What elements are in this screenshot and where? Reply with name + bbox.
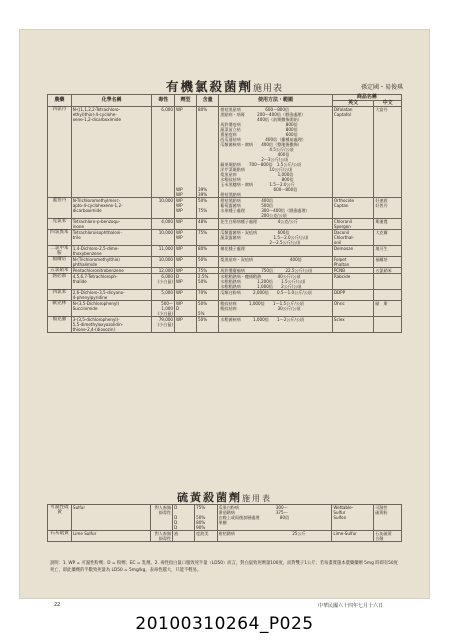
cell-chemical-name: N-((1,1,2,2-Tetrachloro- ethyl)thio)-4-cyclohe- xene-1,2-dicarboximide: [71, 107, 152, 198]
cell-product-zh: 五氯硝苯: [374, 268, 402, 274]
cell-content: 50% 75%: [197, 198, 219, 219]
cell-usage: 棉花種子處理: [219, 246, 333, 257]
cell-toxicity-group: 對人畜無 掛毒性: [151, 531, 173, 542]
cell-toxicity-group: 對人畜無 掛毒性: [151, 505, 173, 531]
document-page: [20, 30, 429, 609]
header-content: 含量: [197, 95, 219, 107]
cell-usage: 柑桔黑星病 600～800倍 黑點病・病斑 200～400倍（曆患處理） 400倍（前期撒佈開始） 馬鈴薯疫病 800倍 蔬菜苗立枯 800倍 番茄疫病 600倍 西瓜蔓枯病 400倍（播種前處理） 瓜類菌核病・腐病 400倍（整地後撒佈） 4.5公斤/公頃 400倍 2～3公斤/公頃 蘋果斑點病 700～800倍 1.5公斤/公頃 洋芹菜斑點病 10公斤/公頃 梨黑星病 1,000倍 水稻紋枯病 800倍 玉米黑穗病・腐病 1.5～2.0公斤 600～800倍 柑桔黑點病: [219, 107, 333, 198]
cell-common-name: 熱必斯: [48, 274, 72, 290]
cell-usage: 瓜果白粉病 300～ 番茄銹病 375～ 在晚上或雨後加層處理 80倍 果樹: [217, 505, 332, 531]
cell-formulation: WP: [175, 268, 197, 274]
sulfur-row: [48, 505, 402, 531]
cell-product-en: Daconil Chlorthal- onil: [332, 230, 373, 246]
cell-toxicity: 5,000: [152, 290, 175, 301]
cell-common-name: 五氯硝苯: [48, 268, 72, 274]
sulfur-row: [48, 531, 402, 542]
cell-content: 度波美: [195, 531, 217, 542]
cell-product-en: Wettable- Sulfur Sulfon: [332, 505, 374, 531]
cell-formulation: WP: [175, 257, 197, 268]
cell-content: 70%: [197, 290, 219, 301]
cell-formulation: D WP: [175, 274, 197, 290]
sulfur-title-text: 硫黃殺菌劑: [177, 491, 242, 504]
cell-toxicity: 10,000: [152, 198, 175, 219]
cell-chemical-name: Lime Sulfur: [71, 531, 150, 542]
table-row: [48, 257, 402, 268]
table-row: [48, 219, 402, 230]
cell-formulation: WP WP WP: [175, 198, 197, 219]
cell-common-name: 可濕性硫黃: [48, 505, 72, 531]
cell-product-zh: 大富丹: [374, 107, 402, 198]
cell-content: 48%: [197, 219, 219, 230]
cell-product-zh: [374, 290, 402, 301]
cell-chemical-name: Tetrachloroisophthaloni- trile: [71, 230, 152, 246]
header-usage: 使用方法・範圍: [219, 95, 333, 107]
cell-common-name: 歐克林: [48, 301, 72, 317]
cell-content: 50%: [197, 317, 219, 333]
cell-usage: 瓜類露菌病・炭疽病 600倍 蔬菜露菌病 1.5～2.0公斤/公頃 2～2.5公斤/公頃: [219, 230, 333, 246]
cell-chemical-name: N-(Trichloromethylthio) phthalimide: [71, 257, 152, 268]
author-credit: 孫定國・易俊琪: [360, 84, 403, 91]
cell-usage: 稻紋枯病 1,000倍 1～1.5公斤/公頃 稻紋枯病 30公斤/公頃: [219, 301, 333, 317]
cell-product-en: Lime-Sulfur: [332, 531, 374, 542]
header-product: 商品名稱: [332, 95, 401, 101]
cell-toxicity: 12,000: [152, 268, 175, 274]
cell-formulation: WP: [175, 246, 197, 257]
cell-formulation: WP WP WP: [175, 107, 197, 198]
table-row: [48, 317, 402, 333]
cell-common-name: 二氯甲苯胺: [48, 246, 72, 257]
cell-product-zh: 好速殺 好普丹: [374, 198, 402, 219]
cell-toxicity: 10,000: [152, 230, 175, 246]
cell-content: 2.5% 50%: [197, 274, 219, 290]
header-tox: 毒性: [152, 95, 175, 107]
table-row: [48, 198, 402, 219]
sulfur-table: [47, 504, 402, 542]
cell-common-name: 四氯丹: [48, 107, 72, 198]
archive-caption: 20100310264_P025: [135, 614, 314, 634]
cell-toxicity: 4,000: [152, 219, 175, 230]
cell-product-en: DDPP: [332, 290, 373, 301]
page-number: 22: [54, 602, 61, 608]
footnote: 說明：1. WP = 可濕性粉劑；D = 粉劑；EC = 乳劑。2. 毒性指白鼠口服致死半量（LD50）而言，對白鼠致死劑量100度，而對雙子1公斤；若每畫實施本農藥藥劑 5mg 時即有50度死亡，即此藥劑的半數致死量為 LD50 = 5mg/kg，表毒性越大，只能不輕易。: [50, 561, 398, 573]
cell-usage: 柑桔黑點病 400倍 葡萄露菌病 500倍 水果種子處理 300～400倍（曆患處理） 200公克/公頃: [219, 198, 333, 219]
cell-common-name: 石灰硫黃: [48, 531, 72, 542]
cell-product-en: Sclex: [332, 317, 373, 333]
cell-usage: 馬鈴薯瘡痂病 750倍 22.5公斤/公頃: [219, 268, 333, 274]
cell-formulation: WP: [175, 219, 197, 230]
cell-formulation: WP WP: [175, 230, 197, 246]
table-row: [48, 301, 402, 317]
cell-content: 75%: [197, 230, 219, 246]
cell-common-name: 四氯異苯: [48, 230, 72, 246]
cell-toxicity: 500～ 1,000 (小白鼠): [152, 301, 175, 317]
cell-content: 80% 39% 39%: [197, 107, 219, 198]
cell-chemical-name: Tetrachloro-p-benzoqu- inone: [71, 219, 152, 230]
cell-product-en: Demosan: [332, 246, 373, 257]
cell-product-zh: 福爾培: [374, 257, 402, 268]
cell-common-name: 蓋普丹: [48, 198, 72, 219]
header-form: 劑型: [175, 95, 197, 107]
cell-common-name: 福克黴: [48, 317, 72, 333]
table-row: [48, 274, 402, 290]
cell-chemical-name: 4,5,6,7-Tetrachloroph- thalide: [71, 274, 152, 290]
date-footer: 中華民國六十四年七月十六日: [317, 603, 383, 609]
cell-product-zh: 石灰硫黃 合劑: [374, 531, 402, 542]
cell-usage: 花生白絹病種子處理 4公克/公斤: [219, 219, 333, 230]
header-en: 英文: [332, 101, 373, 107]
table-row: [48, 230, 402, 246]
cell-common-name: 福爾培: [48, 257, 72, 268]
cell-product-en: Orthocide Captan: [332, 198, 373, 219]
cell-product-zh: 大克爾: [374, 230, 402, 246]
table-row: [48, 246, 402, 257]
cell-usage: 瓜類白粉病 2,000倍 0.5～1.0公斤/公頃: [219, 290, 333, 301]
cell-content: 50% 5%: [197, 301, 219, 317]
sulfur-title-suffix: 施用表: [242, 494, 272, 503]
sulfur-title: [20, 489, 429, 505]
cell-chemical-name: N-(3,5-Dichlorophenyl) Succinimide: [71, 301, 152, 317]
cell-product-zh: 地可生: [374, 246, 402, 257]
cell-formulation: 液: [173, 531, 195, 542]
cell-product-en: Rabcide: [332, 274, 373, 290]
cell-product-zh: 歐 斯: [374, 301, 402, 317]
cell-toxicity: 11,000: [152, 246, 175, 257]
header-chem: 化學名稱: [71, 95, 152, 107]
cell-content: 80%: [197, 246, 219, 257]
table-row: [48, 107, 402, 198]
cell-toxicity: 6,000: [152, 107, 175, 198]
cell-product-en: Difolatan Captafol: [332, 107, 373, 198]
table-row: [48, 290, 402, 301]
cell-usage: 水稻稻熱病・穗頸稻熱 40公斤/公頃 水稻稻熱病 1,200倍 1.5公斤/公頃 水稻稻熱病 1,000倍 2公斤/公頃: [219, 274, 333, 290]
title-suffix: 施用表: [253, 84, 284, 94]
cell-product-en: Chloranil Spergon: [332, 219, 373, 230]
title-text: 有機氯殺菌劑: [165, 79, 253, 94]
cell-toxicity: 10,000: [152, 257, 175, 268]
cell-formulation: WP D: [175, 301, 197, 317]
cell-formulation: WP: [175, 317, 197, 333]
cell-content: 50%: [197, 257, 219, 268]
cell-chemical-name: N-Trichloromethylmerc- apto-4-cyclohexene-1,2- dicarboximide: [71, 198, 152, 219]
header-crop: 農藥: [48, 95, 72, 107]
cell-product-en: PCNB: [332, 268, 373, 274]
cell-product-zh: 斯潘農: [374, 219, 402, 230]
cell-product-zh: [374, 274, 402, 290]
cell-chemical-name: 2,6-Dichloro-3,5-dicyano- 4-phenylpyridine: [71, 290, 152, 301]
cell-chemical-name: 3-(3,5-dichlorophenyl)- 5,5-dimethyloxyazolidin- thione-2,4-(dioxozin): [71, 317, 152, 333]
cell-content: 75% 50% 80% 90%: [195, 505, 217, 531]
cell-chemical-name: Pentachloronitrobenzene: [71, 268, 152, 274]
cell-common-name: 四氯苯: [48, 290, 72, 301]
cell-usage: 水稻菌核病 1,000倍 1～2公斤/公頃: [219, 317, 333, 333]
cell-content: 75%: [197, 268, 219, 274]
cell-product-en: Ohric: [332, 301, 373, 317]
cell-chemical-name: 1,4-Dichloro-2,5-dime- thoxybenzene: [71, 246, 152, 257]
fungicide-table: [47, 94, 402, 333]
cell-toxicity: 6,000 (小白鼠): [152, 274, 175, 290]
cell-product-zh: [374, 317, 402, 333]
cell-product-en: Folpet Phaltan: [332, 257, 373, 268]
cell-product-zh: 可濕性 硫黃粉: [374, 505, 402, 531]
cell-chemical-name: Sulfur: [71, 505, 150, 531]
cell-usage: 梨黑星病・炭疽病 400倍: [219, 257, 333, 268]
cell-common-name: 克氯苯: [48, 219, 72, 230]
cell-usage: 柑桔銹病 25公斤: [217, 531, 332, 542]
cell-formulation: WP: [175, 290, 197, 301]
cell-formulation: D D D D: [173, 505, 195, 531]
cell-toxicity: 79,000 (小白鼠): [152, 317, 175, 333]
header-zh: 中文: [374, 101, 402, 107]
